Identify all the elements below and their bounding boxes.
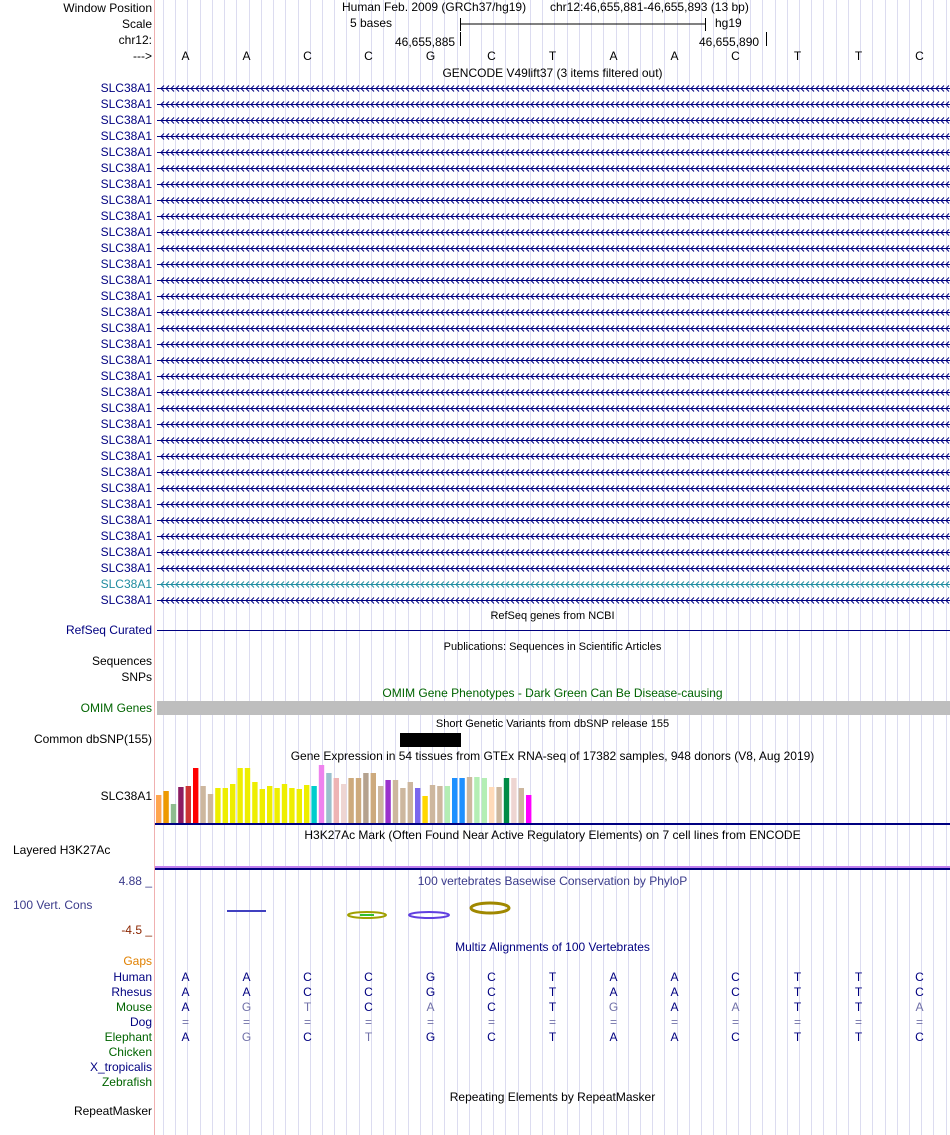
- strand-label: --->: [133, 49, 152, 63]
- gencode-transcript-label[interactable]: SLC38A1: [100, 161, 152, 175]
- multiz-base: A: [670, 1030, 679, 1044]
- gencode-transcript-line[interactable]: [155, 336, 950, 352]
- scale-label: Scale: [121, 17, 152, 31]
- gencode-transcript-label[interactable]: SLC38A1: [100, 353, 152, 367]
- multiz-base: C: [731, 985, 740, 999]
- multiz-base: C: [487, 970, 496, 984]
- multiz-base: T: [364, 1030, 373, 1044]
- multiz-base: A: [181, 1000, 190, 1014]
- multiz-base: A: [609, 970, 618, 984]
- chrom-label: chr12:: [118, 33, 152, 47]
- multiz-base: A: [426, 1000, 435, 1014]
- gencode-transcript-line[interactable]: [155, 400, 950, 416]
- multiz-base: A: [181, 970, 190, 984]
- gencode-transcript-line[interactable]: [155, 496, 950, 512]
- gencode-transcript-line[interactable]: [155, 368, 950, 384]
- base-letter: T: [793, 49, 802, 63]
- base-letter: C: [303, 49, 312, 63]
- gencode-transcript-label[interactable]: SLC38A1: [100, 417, 152, 431]
- multiz-base: G: [425, 970, 436, 984]
- gencode-transcript-line[interactable]: [155, 448, 950, 464]
- gtex-tissue-bar[interactable]: [326, 773, 331, 823]
- gencode-transcript-line[interactable]: [155, 416, 950, 432]
- gtex-tissue-bar[interactable]: [356, 778, 361, 823]
- gtex-tissue-bar[interactable]: [252, 782, 257, 823]
- gencode-transcript-label[interactable]: SLC38A1: [100, 545, 152, 559]
- gencode-transcript-label[interactable]: SLC38A1: [100, 529, 152, 543]
- layered-h3k27ac-label[interactable]: Layered H3K27Ac: [13, 843, 111, 857]
- gtex-tissue-bar[interactable]: [163, 791, 168, 823]
- gtex-gene-label[interactable]: SLC38A1: [100, 789, 152, 803]
- gtex-tissue-bar[interactable]: [193, 768, 198, 823]
- gencode-transcript-line[interactable]: [155, 304, 950, 320]
- gtex-tissue-bar[interactable]: [200, 786, 205, 823]
- multiz-species-label[interactable]: Human: [113, 970, 152, 984]
- gencode-transcript-line[interactable]: [155, 128, 950, 144]
- gencode-transcript-line[interactable]: [155, 176, 950, 192]
- scale-bar: [155, 16, 950, 32]
- gtex-tissue-bar[interactable]: [319, 765, 324, 823]
- gencode-transcript-line[interactable]: [155, 256, 950, 272]
- gtex-tissue-bar[interactable]: [445, 786, 450, 823]
- multiz-base: G: [241, 1000, 252, 1014]
- multiz-base: =: [793, 1015, 801, 1029]
- gtex-tissue-bar[interactable]: [237, 768, 242, 823]
- multiz-species-label[interactable]: Dog: [129, 1015, 152, 1029]
- multiz-base: T: [793, 1000, 802, 1014]
- multiz-base: A: [242, 985, 251, 999]
- multiz-base: =: [609, 1015, 617, 1029]
- gencode-transcript-line[interactable]: [155, 192, 950, 208]
- multiz-base: =: [487, 1015, 495, 1029]
- multiz-base: C: [915, 970, 924, 984]
- gtex-tissue-bar[interactable]: [208, 794, 213, 823]
- gencode-transcript-label[interactable]: SLC38A1: [100, 177, 152, 191]
- omim-gene-bar[interactable]: [157, 701, 950, 715]
- gtex-tissue-bar[interactable]: [186, 786, 191, 823]
- gencode-transcript-label[interactable]: SLC38A1: [100, 257, 152, 271]
- gencode-transcript-label[interactable]: SLC38A1: [100, 129, 152, 143]
- multiz-base: T: [548, 1030, 557, 1044]
- gtex-tissue-bar[interactable]: [452, 778, 457, 823]
- multiz-base: G: [425, 1030, 436, 1044]
- publications-track-title[interactable]: Publications: Sequences in Scientific Articles: [443, 641, 662, 653]
- scale-text: 5 bases: [350, 16, 393, 30]
- gtex-tissue-bar[interactable]: [474, 777, 479, 823]
- gtex-tissue-bar[interactable]: [496, 787, 501, 823]
- gtex-tissue-bar[interactable]: [260, 789, 265, 823]
- gtex-tissue-bar[interactable]: [519, 788, 524, 823]
- gtex-tissue-bar[interactable]: [171, 804, 176, 823]
- multiz-base: =: [731, 1015, 739, 1029]
- omim-genes-label[interactable]: OMIM Genes: [80, 701, 152, 715]
- multiz-base: C: [364, 1000, 373, 1014]
- base-letter: C: [487, 49, 496, 63]
- gtex-tissue-bar[interactable]: [511, 778, 516, 823]
- gencode-transcript-line[interactable]: [155, 144, 950, 160]
- multiz-gaps-label: Gaps: [123, 954, 152, 968]
- gtex-track-title[interactable]: Gene Expression in 54 tissues from GTEx RNA-seq of 17382 samples, 948 donors (V8, Aug 2019): [290, 749, 815, 763]
- multiz-base: T: [548, 970, 557, 984]
- gencode-transcript-line[interactable]: [155, 272, 950, 288]
- gencode-transcript-line[interactable]: [155, 96, 950, 112]
- multiz-base: =: [670, 1015, 678, 1029]
- multiz-base: =: [242, 1015, 250, 1029]
- gencode-transcript-label[interactable]: SLC38A1: [100, 513, 152, 527]
- h3k27ac-track-title[interactable]: H3K27Ac Mark (Often Found Near Active Regulatory Elements) on 7 cell lines from ENCODE: [304, 828, 801, 842]
- gtex-tissue-bar[interactable]: [311, 786, 316, 823]
- multiz-base: G: [425, 985, 436, 999]
- gtex-baseline: [155, 823, 950, 825]
- window-position-label: Window Position: [63, 1, 152, 15]
- base-letter: A: [181, 49, 190, 63]
- multiz-base: G: [241, 1030, 252, 1044]
- gencode-transcript-line[interactable]: [155, 384, 950, 400]
- conservation-min-label: -4.5 _: [121, 923, 152, 937]
- multiz-base: T: [854, 1030, 863, 1044]
- base-letter: G: [425, 49, 436, 63]
- gtex-tissue-bar[interactable]: [482, 778, 487, 823]
- gencode-transcript-label[interactable]: SLC38A1: [100, 593, 152, 607]
- base-letter: T: [854, 49, 863, 63]
- multiz-base: =: [915, 1015, 923, 1029]
- gtex-tissue-bar[interactable]: [430, 785, 435, 823]
- gtex-tissue-bar[interactable]: [400, 788, 405, 823]
- db-text: hg19: [715, 16, 742, 30]
- gencode-transcript-label[interactable]: SLC38A1: [100, 433, 152, 447]
- multiz-base: T: [793, 970, 802, 984]
- multiz-base: T: [793, 1030, 802, 1044]
- gencode-transcript-label[interactable]: SLC38A1: [100, 289, 152, 303]
- multiz-base: C: [915, 1030, 924, 1044]
- gencode-transcript-line[interactable]: [155, 576, 950, 592]
- multiz-base: A: [915, 1000, 924, 1014]
- base-letter: C: [915, 49, 924, 63]
- dbsnp-track-title[interactable]: Short Genetic Variants from dbSNP release 155: [435, 718, 670, 730]
- gtex-tissue-bar[interactable]: [334, 778, 339, 823]
- multiz-base: C: [364, 985, 373, 999]
- gencode-transcript-line[interactable]: [155, 288, 950, 304]
- base-letter: C: [364, 49, 373, 63]
- conservation-max-label: 4.88 _: [118, 874, 152, 888]
- multiz-base: A: [242, 970, 251, 984]
- multiz-species-label[interactable]: Zebrafish: [101, 1075, 152, 1089]
- gencode-transcript-line[interactable]: [155, 160, 950, 176]
- gencode-transcript-label[interactable]: SLC38A1: [100, 209, 152, 223]
- gtex-tissue-bar[interactable]: [245, 768, 250, 823]
- multiz-species-label[interactable]: Chicken: [108, 1045, 152, 1059]
- gencode-transcript-line[interactable]: [155, 464, 950, 480]
- gencode-transcript-label[interactable]: SLC38A1: [100, 81, 152, 95]
- gencode-transcript-label[interactable]: SLC38A1: [100, 401, 152, 415]
- multiz-base: C: [303, 985, 312, 999]
- gtex-tissue-bar[interactable]: [289, 788, 294, 823]
- coord-left: 46,655,885: [395, 35, 456, 49]
- gencode-track-title[interactable]: GENCODE V49lift37 (3 items filtered out): [442, 66, 663, 80]
- gtex-tissue-bar[interactable]: [504, 778, 509, 823]
- gtex-tissue-bar[interactable]: [408, 782, 413, 823]
- repeatmasker-label[interactable]: RepeatMasker: [73, 1104, 152, 1118]
- gencode-transcript-label[interactable]: SLC38A1: [100, 113, 152, 127]
- gencode-transcript-label[interactable]: SLC38A1: [100, 337, 152, 351]
- gtex-tissue-bar[interactable]: [341, 784, 346, 823]
- gencode-transcript-label[interactable]: SLC38A1: [100, 577, 152, 591]
- refseq-track-title[interactable]: RefSeq genes from NCBI: [490, 610, 615, 622]
- gtex-tissue-bar[interactable]: [274, 788, 279, 823]
- gencode-transcript-line[interactable]: [155, 112, 950, 128]
- gtex-tissue-bar[interactable]: [267, 786, 272, 823]
- multiz-base: C: [364, 970, 373, 984]
- gencode-transcript-line[interactable]: [155, 544, 950, 560]
- gencode-transcript-label[interactable]: SLC38A1: [100, 305, 152, 319]
- gtex-tissue-bar[interactable]: [422, 796, 427, 823]
- gencode-transcript-line[interactable]: [155, 432, 950, 448]
- gencode-transcript-line[interactable]: [155, 560, 950, 576]
- gtex-tissue-bar[interactable]: [526, 795, 531, 823]
- assembly-text: Human Feb. 2009 (GRCh37/hg19): [342, 0, 527, 14]
- vert-cons-label[interactable]: 100 Vert. Cons: [13, 898, 93, 912]
- base-letter: A: [670, 49, 679, 63]
- gtex-tissue-bar[interactable]: [378, 786, 383, 823]
- base-letter: T: [548, 49, 557, 63]
- gencode-transcript-label[interactable]: SLC38A1: [100, 225, 152, 239]
- multiz-base: G: [608, 1000, 619, 1014]
- multiz-species-label[interactable]: X_tropicalis: [89, 1060, 152, 1074]
- multiz-base: T: [854, 985, 863, 999]
- gtex-tissue-bar[interactable]: [363, 773, 368, 823]
- conservation-track-title[interactable]: 100 vertebrates Basewise Conservation by PhyloP: [417, 874, 688, 888]
- multiz-base: =: [548, 1015, 556, 1029]
- multiz-base: C: [487, 1000, 496, 1014]
- refseq-curated-label[interactable]: RefSeq Curated: [65, 623, 152, 637]
- gencode-transcript-label[interactable]: SLC38A1: [100, 561, 152, 575]
- gencode-transcript-label[interactable]: SLC38A1: [100, 465, 152, 479]
- h3k27ac-signal: [155, 868, 950, 870]
- multiz-base: C: [487, 985, 496, 999]
- multiz-base: T: [854, 1000, 863, 1014]
- gtex-tissue-bar[interactable]: [230, 784, 235, 823]
- gencode-transcript-line[interactable]: [155, 208, 950, 224]
- gtex-tissue-bar[interactable]: [385, 780, 390, 823]
- multiz-base: A: [181, 1030, 190, 1044]
- multiz-base: T: [793, 985, 802, 999]
- base-letter: C: [731, 49, 740, 63]
- gtex-tissue-bar[interactable]: [437, 786, 442, 823]
- multiz-base: =: [426, 1015, 434, 1029]
- gtex-tissue-bar[interactable]: [415, 788, 420, 823]
- gencode-transcript-line[interactable]: [155, 352, 950, 368]
- gtex-tissue-bar[interactable]: [467, 777, 472, 823]
- conservation-glyphs[interactable]: [155, 896, 950, 926]
- track-data-area[interactable]: [155, 0, 950, 1135]
- multiz-base: A: [670, 985, 679, 999]
- multiz-base: =: [181, 1015, 189, 1029]
- gencode-transcript-label[interactable]: SLC38A1: [100, 449, 152, 463]
- gtex-tissue-bar[interactable]: [178, 787, 183, 823]
- sequences-label[interactable]: Sequences: [91, 654, 152, 668]
- gtex-tissue-bar[interactable]: [304, 785, 309, 823]
- snps-label[interactable]: SNPs: [121, 670, 152, 684]
- gencode-transcript-line[interactable]: [155, 528, 950, 544]
- multiz-base: C: [731, 970, 740, 984]
- base-letter: A: [609, 49, 618, 63]
- multiz-base: C: [487, 1030, 496, 1044]
- multiz-base: A: [609, 1030, 618, 1044]
- common-dbsnp-label[interactable]: Common dbSNP(155): [33, 732, 152, 746]
- dbsnp-variant-block[interactable]: [400, 733, 461, 747]
- gencode-transcript-label[interactable]: SLC38A1: [100, 241, 152, 255]
- gencode-transcript-label[interactable]: SLC38A1: [100, 481, 152, 495]
- multiz-base: C: [303, 1030, 312, 1044]
- multiz-base: =: [854, 1015, 862, 1029]
- multiz-species-label[interactable]: Mouse: [115, 1000, 152, 1014]
- gtex-expression-bars[interactable]: [155, 764, 950, 824]
- gtex-tissue-bar[interactable]: [156, 795, 161, 823]
- gtex-tissue-bar[interactable]: [215, 788, 220, 823]
- gencode-transcript-line[interactable]: [155, 80, 950, 96]
- gencode-transcript-line[interactable]: [155, 512, 950, 528]
- multiz-base: T: [303, 1000, 312, 1014]
- track-labels-column: [0, 0, 154, 1135]
- omim-track-title[interactable]: OMIM Gene Phenotypes - Dark Green Can Be Disease-causing: [382, 686, 723, 700]
- gencode-transcript-label[interactable]: SLC38A1: [100, 497, 152, 511]
- gencode-transcript-line[interactable]: [155, 240, 950, 256]
- gencode-transcript-label[interactable]: SLC38A1: [100, 321, 152, 335]
- multiz-base: C: [303, 970, 312, 984]
- multiz-base: =: [303, 1015, 311, 1029]
- gtex-tissue-bar[interactable]: [297, 789, 302, 823]
- multiz-base: A: [670, 970, 679, 984]
- gtex-tissue-bar[interactable]: [282, 784, 287, 823]
- gencode-transcript-line[interactable]: [155, 480, 950, 496]
- multiz-base: C: [915, 985, 924, 999]
- position-text: chr12:46,655,881-46,655,893 (13 bp): [550, 0, 749, 14]
- gencode-transcript-label[interactable]: SLC38A1: [100, 385, 152, 399]
- gencode-transcript-line[interactable]: [155, 320, 950, 336]
- multiz-base: T: [548, 985, 557, 999]
- coord-right-tick: [766, 32, 767, 46]
- multiz-species-label[interactable]: Elephant: [104, 1030, 152, 1044]
- multiz-base: A: [670, 1000, 679, 1014]
- gtex-tissue-bar[interactable]: [489, 787, 494, 823]
- gencode-transcript-line[interactable]: [155, 224, 950, 240]
- multiz-base: A: [609, 985, 618, 999]
- multiz-track-title[interactable]: Multiz Alignments of 100 Vertebrates: [455, 940, 650, 954]
- multiz-base: =: [364, 1015, 372, 1029]
- gencode-transcript-label[interactable]: SLC38A1: [100, 369, 152, 383]
- gencode-transcript-label[interactable]: SLC38A1: [100, 273, 152, 287]
- gtex-tissue-bar[interactable]: [223, 788, 228, 823]
- base-letter: A: [242, 49, 251, 63]
- refseq-gene-line[interactable]: [157, 630, 950, 631]
- multiz-species-label[interactable]: Rhesus: [111, 985, 152, 999]
- multiz-base: A: [731, 1000, 740, 1014]
- gencode-transcript-line[interactable]: [155, 592, 950, 608]
- gencode-transcript-label[interactable]: SLC38A1: [100, 97, 152, 111]
- multiz-base: T: [854, 970, 863, 984]
- multiz-base: A: [181, 985, 190, 999]
- gencode-transcript-label[interactable]: SLC38A1: [100, 193, 152, 207]
- multiz-base: C: [731, 1030, 740, 1044]
- gtex-tissue-bar[interactable]: [348, 778, 353, 823]
- coord-left-tick: [460, 32, 461, 46]
- coord-right: 46,655,890: [699, 35, 760, 49]
- gtex-tissue-bar[interactable]: [459, 778, 464, 823]
- gtex-tissue-bar[interactable]: [371, 773, 376, 823]
- gencode-transcript-label[interactable]: SLC38A1: [100, 145, 152, 159]
- gtex-tissue-bar[interactable]: [393, 780, 398, 823]
- repeatmasker-track-title[interactable]: Repeating Elements by RepeatMasker: [449, 1090, 656, 1104]
- multiz-base: T: [548, 1000, 557, 1014]
